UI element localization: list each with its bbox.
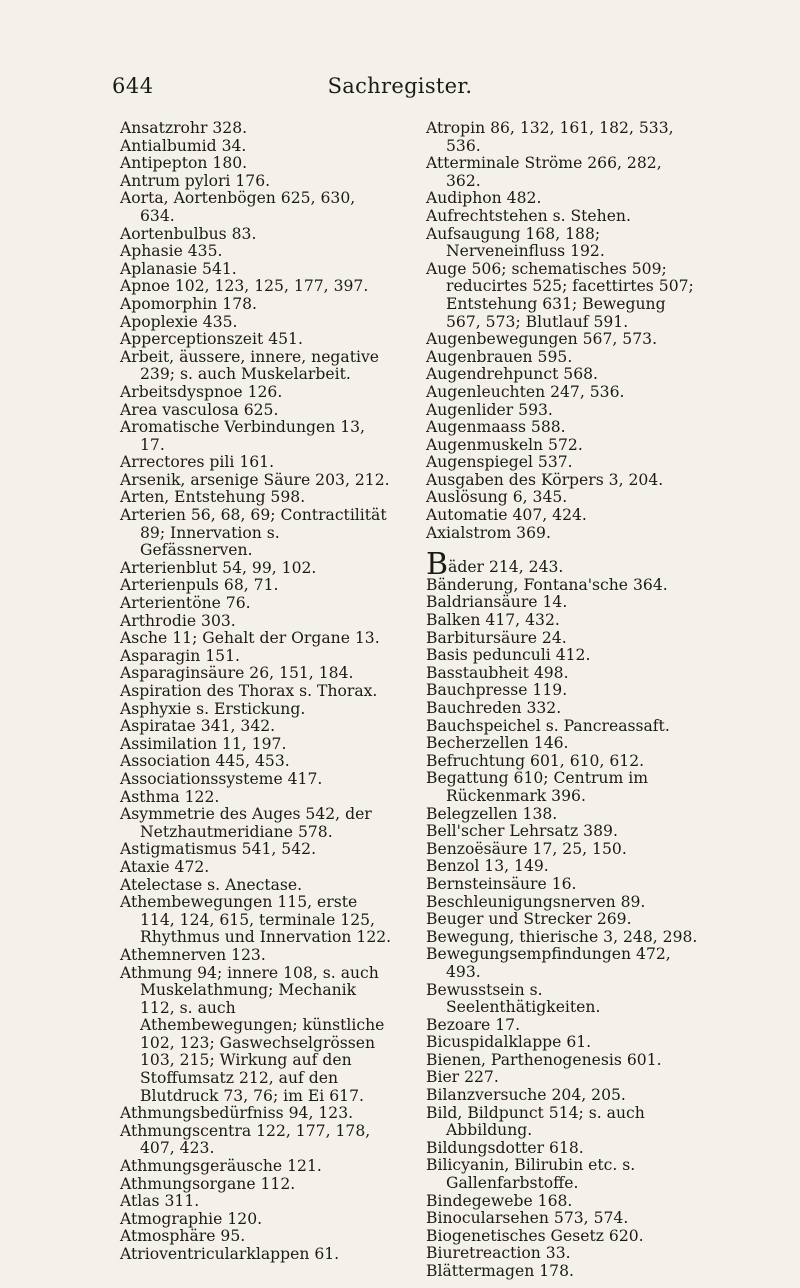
index-entry: Bell'scher Lehrsatz 389.	[426, 822, 618, 841]
index-entry: Asparagin 151.	[120, 646, 240, 665]
index-entry: Belegzellen 138.	[426, 804, 558, 823]
index-entry: Augenbrauen 595.	[426, 347, 573, 366]
index-entry: Automatie 407, 424.	[426, 506, 587, 525]
index-entry: Athembewegungen 115, erste 114, 124, 615, terminale 125, Rhythmus und Innervation 122.	[120, 893, 392, 947]
index-entry: Bier 227.	[426, 1068, 499, 1087]
index-section-a-continued	[426, 120, 698, 542]
index-entry: Bewegung, thierische 3, 248, 298.	[426, 927, 698, 946]
index-entry: Aspiratae 341, 342.	[120, 717, 276, 736]
index-entry: Bauchreden 332.	[426, 699, 562, 717]
index-entry: Atmosphäre 95.	[120, 1227, 246, 1246]
index-entry: Bildungsdotter 618.	[426, 1138, 584, 1157]
index-entry: Asche 11; Gehalt der Organe 13.	[120, 629, 380, 648]
index-entry: Ausgaben des Körpers 3, 204.	[426, 470, 664, 489]
index-entry: Atelectase s. Anectase.	[120, 875, 303, 894]
index-entry: Aspiration des Thorax s. Thorax.	[120, 682, 378, 700]
index-entry: Binocularsehen 573, 574.	[426, 1209, 629, 1228]
index-entry: Bernsteinsäure 16.	[426, 874, 577, 893]
index-entry: Arsenik, arsenige Säure 203, 212.	[120, 470, 390, 489]
section-initial-b: B	[426, 547, 449, 583]
index-entry: Arterientöne 76.	[120, 594, 251, 613]
index-entry: Biogenetisches Gesetz 620.	[426, 1226, 644, 1245]
index-entry: Bindegewebe 168.	[426, 1191, 573, 1210]
index-entry: Augenlider 593.	[426, 400, 553, 419]
index-entry: Bicuspidalklappe 61.	[426, 1033, 592, 1052]
index-entry: Bienen, Parthenogenesis 601.	[426, 1050, 662, 1069]
index-entry: Bänderung, Fontana'sche 364.	[426, 575, 668, 594]
index-entry: Arthrodie 303.	[120, 611, 236, 630]
index-entry: Baldriansäure 14.	[426, 593, 568, 612]
index-entry: Athmungsgeräusche 121.	[120, 1157, 322, 1176]
index-entry: Arrectores pili 161.	[120, 453, 275, 472]
index-entry: Arbeit, äussere, innere, negative 239; s. auch Muskelarbeit.	[120, 347, 380, 384]
index-entry: Bilanzversuche 204, 205.	[426, 1086, 626, 1105]
index-entry: Atrioventricularklappen 61.	[120, 1245, 340, 1263]
index-entry: Bilicyanin, Bilirubin etc. s. Gallenfarbstoffe.	[426, 1156, 636, 1193]
page-number: 644	[112, 74, 154, 98]
index-entry: Auge 506; schematisches 509; reducirtes 525; facettirtes 507; Entstehung 631; Bewegung 567, 573; Blutlauf 591.	[426, 259, 694, 331]
index-entry: Becherzellen 146.	[426, 734, 569, 753]
index-entry: Audiphon 482.	[426, 189, 542, 208]
index-entry: Blättermagen 178.	[426, 1262, 574, 1280]
index-entry: Apperceptionszeit 451.	[120, 330, 303, 349]
index-entry: Antipepton 180.	[120, 154, 248, 173]
index-entry: Astigmatismus 541, 542.	[120, 840, 317, 859]
page-header	[0, 74, 800, 104]
index-entry: Balken 417, 432.	[426, 611, 560, 630]
index-entry: Augenmaass 588.	[426, 418, 566, 437]
index-entry: Assimilation 11, 197.	[120, 734, 287, 753]
index-entry: Athmungsbedürfniss 94, 123.	[120, 1104, 354, 1123]
index-entry: Athmung 94; innere 108, s. auch Muskelathmung; Mechanik 112, s. auch Athembewegungen; künstliche 102, 123; Gaswechselgrössen 103, 215; Wirkung auf den Stoffumsatz 212, auf den Blutdruck 73, 76; im Ei 617.	[120, 963, 385, 1105]
index-entry: Benzoësäure 17, 25, 150.	[426, 839, 627, 858]
index-entry: Atropin 86, 132, 161, 182, 533, 536.	[426, 119, 674, 155]
index-entry: Augenspiegel 537.	[426, 453, 573, 472]
index-entry: Apoplexie 435.	[120, 312, 238, 331]
index-entry: Basstaubheit 498.	[426, 663, 569, 682]
index-entry: Atterminale Ströme 266, 282, 362.	[426, 154, 662, 190]
index-entry: Bild, Bildpunct 514; s. auch Abbildung.	[426, 1103, 645, 1140]
index-entry: Begattung 610; Centrum im Rückenmark 396.	[426, 769, 648, 805]
index-entry: Basis pedunculi 412.	[426, 646, 591, 665]
index-entry: Aufrechtstehen s. Stehen.	[426, 206, 631, 225]
index-entry: Asphyxie s. Erstickung.	[120, 699, 306, 718]
section-divider	[426, 542, 698, 556]
page-title: Sachregister.	[327, 74, 473, 98]
index-column-left	[120, 120, 392, 1264]
index-entry: Befruchtung 601, 610, 612.	[426, 751, 645, 770]
index-entry: Aphasie 435.	[120, 242, 223, 261]
index-entry: Athmungsorgane 112.	[120, 1174, 296, 1193]
index-entry: Antialbumid 34.	[120, 136, 247, 155]
index-entry: Bauchspeichel s. Pancreassaft.	[426, 716, 670, 735]
index-entry: Augenmuskeln 572.	[426, 435, 583, 454]
index-entry: Arbeitsdyspnoe 126.	[120, 382, 283, 401]
index-entry: Asymmetrie des Auges 542, der Netzhautmeridiane 578.	[120, 805, 372, 841]
index-entry: Arten, Entstehung 598.	[120, 488, 306, 507]
index-entry: Aorta, Aortenbögen 625, 630, 634.	[120, 189, 356, 225]
index-entry: Ataxie 472.	[120, 857, 210, 876]
index-entry: Ansatzrohr 328.	[120, 119, 248, 137]
index-entry: Atlas 311.	[120, 1192, 200, 1211]
index-entry: Augenleuchten 247, 536.	[426, 382, 625, 401]
index-entry: Bezoare 17.	[426, 1015, 521, 1034]
index-entry: Beschleunigungsnerven 89.	[426, 892, 646, 911]
index-entry: Association 445, 453.	[120, 752, 290, 771]
index-entry: Associationssysteme 417.	[120, 769, 323, 788]
index-entry: Auslösung 6, 345.	[426, 488, 568, 507]
index-entry: Bewusstsein s. Seelenthätigkeiten.	[426, 980, 601, 1017]
index-entry: Barbitursäure 24.	[426, 628, 567, 647]
index-section-b	[426, 577, 698, 1281]
index-entry: Athmungscentra 122, 177, 178, 407, 423.	[120, 1121, 371, 1158]
index-entry: Asthma 122.	[120, 787, 220, 806]
index-entry: Aromatische Verbindungen 13, 17.	[120, 418, 366, 454]
index-column-right	[426, 120, 698, 1281]
index-entry: Antrum pylori 176.	[120, 171, 271, 190]
index-entry: Aplanasie 541.	[120, 259, 237, 278]
index-entry: Axialstrom 369.	[426, 523, 551, 542]
index-entry: Arterien 56, 68, 69; Contractilität 89; Innervation s. Gefässnerven.	[120, 506, 387, 560]
index-entry: Arterienpuls 68, 71.	[120, 576, 279, 595]
index-entry: Apomorphin 178.	[120, 294, 257, 313]
index-entry: Augendrehpunct 568.	[426, 365, 599, 384]
index-entry: Bauchpresse 119.	[426, 681, 568, 700]
index-entry: Area vasculosa 625.	[120, 400, 279, 419]
index-entry: Bäder 214, 243.	[426, 547, 564, 583]
index-entry: Beuger und Strecker 269.	[426, 910, 632, 929]
index-entry: Athemnerven 123.	[120, 945, 266, 964]
index-entry: Benzol 13, 149.	[426, 857, 549, 876]
index-entry: Augenbewegungen 567, 573.	[426, 330, 658, 349]
index-entry: Asparaginsäure 26, 151, 184.	[120, 664, 354, 683]
index-entry: Aufsaugung 168, 188; Nerveneinfluss 192.	[426, 224, 605, 261]
index-entry: Aortenbulbus 83.	[120, 224, 257, 243]
index-entry: Bewegungsempfindungen 472, 493.	[426, 945, 671, 981]
index-entry: Atmographie 120.	[120, 1209, 263, 1228]
index-entry: Apnoe 102, 123, 125, 177, 397.	[120, 277, 369, 296]
index-entry: Arterienblut 54, 99, 102.	[120, 558, 317, 577]
index-entry: Biuretreaction 33.	[426, 1244, 571, 1263]
